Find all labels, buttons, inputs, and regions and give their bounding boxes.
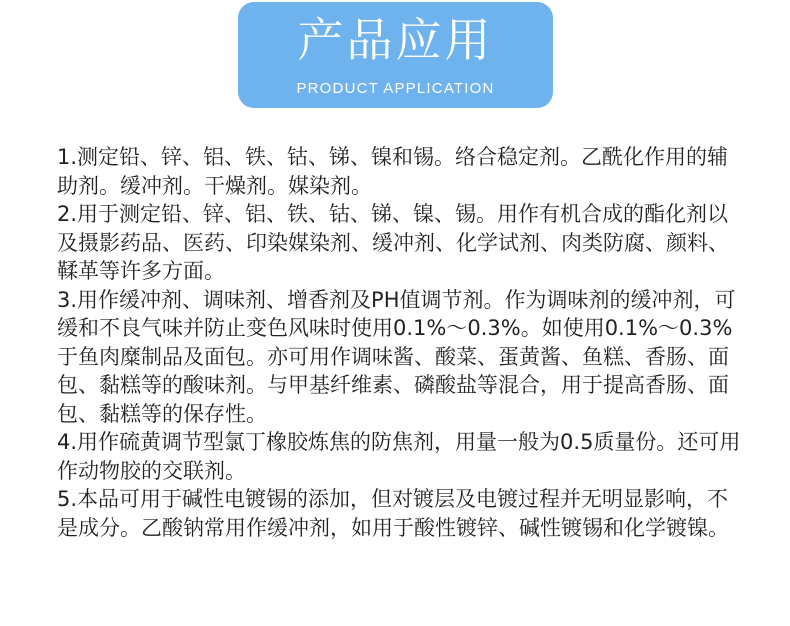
application-item-4: 4.用作硫黄调节型氯丁橡胶炼焦的防焦剂，用量一般为0.5质量份。还可用作动物胶的交联剂。 [57, 430, 741, 483]
application-item-5: 5.本品可用于碱性电镀锡的添加，但对镀层及电镀过程并无明显影响，不是成分。乙酸钠常用作缓冲剂，如用于酸性镀锌、碱性镀锡和化学镀镍。 [57, 487, 729, 540]
application-list [57, 143, 747, 542]
section-title: 产品应用 [297, 13, 494, 67]
application-item-3: 3.用作缓冲剂、调味剂、增香剂及PH值调节剂。作为调味剂的缓冲剂，可缓和不良气味并防止变色风味时使用0.1%～0.3%。如使用0.1%～0.3%于鱼肉糜制品及面包。亦可用作调味酱、酸菜、蛋黄酱、鱼糕、香肠、面包、黏糕等的酸味剂。与甲基纤维素、磷酸盐等混合，用于提高香肠、面包、黏糕等的保存性。 [57, 287, 736, 426]
header-badge [238, 2, 553, 108]
application-item-1: 1.测定铅、锌、铝、铁、钴、锑、镍和锡。络合稳定剂。乙酰化作用的辅助剂。缓冲剂。干燥剂。媒染剂。 [57, 145, 729, 198]
application-item-2: 2.用于测定铅、锌、铝、铁、钴、锑、镍、锡。用作有机合成的酯化剂以及摄影药品、医药、印染媒染剂、缓冲剂、化学试剂、肉类防腐、颜料、鞣革等许多方面。 [57, 202, 729, 283]
section-subtitle: PRODUCT APPLICATION [296, 80, 495, 97]
